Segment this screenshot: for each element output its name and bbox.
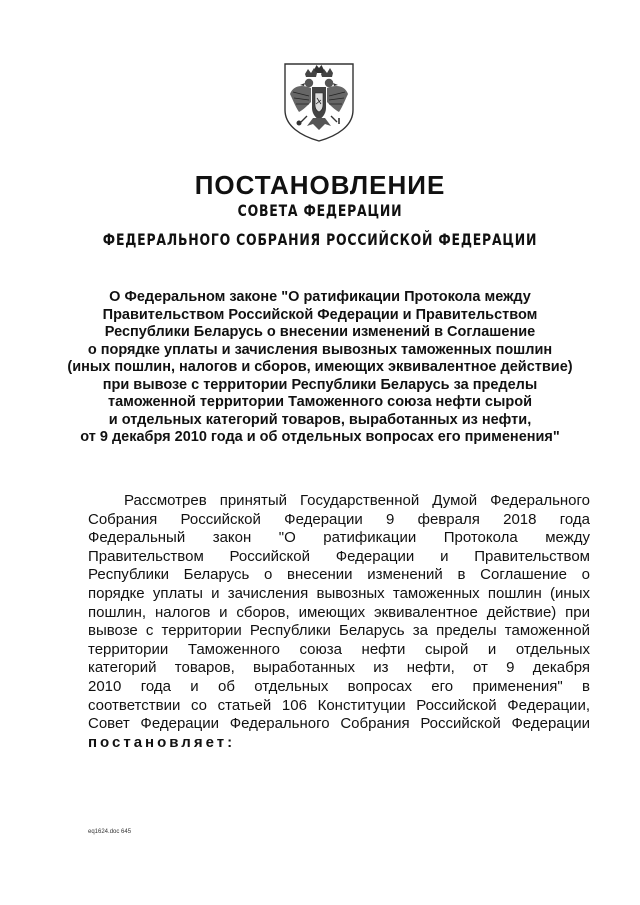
document-title bbox=[40, 289, 600, 447]
body-line: соответствии со статьей 106 Конституции Российской Федерации, bbox=[88, 696, 590, 714]
body-line: порядке уплаты и зачисления вывозных таможенных пошлин (иных bbox=[88, 584, 590, 602]
title-line: О Федеральном законе "О ратификации Протокола между bbox=[109, 289, 531, 305]
body-line: Совет Федерации Федерального Собрания Российской Федерации bbox=[88, 715, 590, 733]
body-line: Собрания Российской Федерации 9 февраля 2018 года bbox=[88, 510, 590, 528]
body-line: Рассмотрев принятый Государственной Думой Федерального bbox=[124, 492, 590, 509]
body-line: Правительством Российской Федерации и Правительством bbox=[88, 547, 590, 565]
document-type-heading: ПОСТАНОВЛЕНИЕ bbox=[194, 170, 446, 200]
body-line: 2010 года и об отдельных вопросах его применения" в bbox=[88, 677, 590, 695]
body-line: Федеральный закон "О ратификации Протокола между bbox=[88, 529, 590, 547]
title-line: Республики Беларусь о внесении изменений в Соглашение bbox=[104, 324, 536, 340]
resolution-body bbox=[88, 492, 590, 752]
body-line: пошлин, налогов и сборов, имеющих эквивалентное действие) при bbox=[88, 603, 590, 621]
title-line: о порядке уплаты и зачисления вывозных таможенных пошлин bbox=[87, 341, 553, 358]
title-line: от 9 декабря 2010 года и об отдельных вопросах его применения" bbox=[80, 429, 560, 445]
title-line: при вывозе с территории Республики Беларусь за пределы bbox=[102, 376, 538, 393]
russian-coat-of-arms-icon bbox=[281, 60, 357, 144]
body-line: Республики Беларусь о внесении изменений в Соглашение о bbox=[88, 566, 590, 584]
body-line: категорий товаров, выработанных из нефти, от 9 декабря bbox=[88, 659, 590, 677]
title-line: (иных пошлин, налогов и сборов, имеющих эквивалентное действие) bbox=[67, 359, 573, 375]
body-line: вывозе с территории Республики Беларусь за пределы таможенной bbox=[88, 622, 590, 640]
resolves-word: постановляет: bbox=[88, 733, 236, 751]
title-line: и отдельных категорий товаров, выработанных из нефти, bbox=[108, 411, 532, 428]
title-line: Правительством Российской Федерации и Правительством bbox=[102, 306, 538, 323]
title-line: таможенной территории Таможенного союза нефти сырой bbox=[108, 394, 532, 410]
issuer-line-2: ФЕДЕРАЛЬНОГО СОБРАНИЯ РОССИЙСКОЙ ФЕДЕРАЦИИ bbox=[102, 230, 538, 249]
file-code: eq1624.doc 645 bbox=[88, 829, 132, 835]
issuer-line-1: СОВЕТА ФЕДЕРАЦИИ bbox=[237, 201, 403, 220]
body-line: территории Таможенного союза нефти сырой и отдельных bbox=[88, 640, 590, 658]
